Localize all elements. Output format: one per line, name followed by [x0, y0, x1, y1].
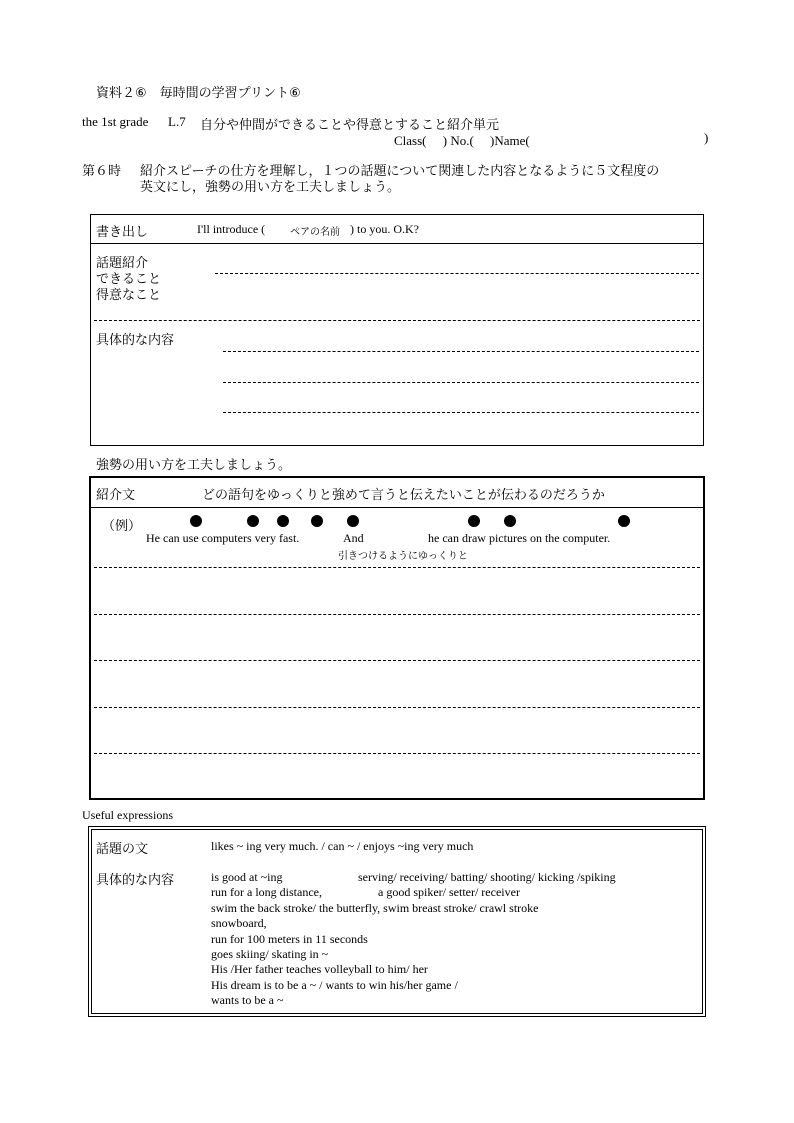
stress-dot — [277, 515, 289, 527]
speech-write-line-4[interactable] — [94, 707, 700, 708]
intro-speech-box — [89, 476, 705, 800]
speech-write-line-1[interactable] — [94, 567, 700, 568]
expression-line: swim the back stroke/ the butterfly, swim breast stroke/ crawl stroke — [211, 901, 539, 915]
stress-dot — [311, 515, 323, 527]
example-and: And — [343, 531, 364, 545]
unit-title: 自分や仲間ができることや得意とすること紹介単元 — [200, 118, 500, 133]
box1-divider-2 — [94, 320, 700, 321]
stress-dot — [504, 515, 516, 527]
expression-line: goes skiing/ skating in ~ — [211, 947, 329, 961]
topic-sentence-text: likes ~ ing very much. / can ~ / enjoys ~ing very much — [211, 839, 474, 853]
expression-line: wants to be a ~ — [211, 993, 284, 1007]
expression-line-extra: serving/ receiving/ batting/ shooting/ kicking /spiking — [358, 870, 616, 884]
topic-label-2: できること — [96, 272, 162, 287]
name-close-paren: ) — [704, 130, 709, 145]
lesson-goal-line-1: 紹介スピーチの仕方を理解し，１つの話題について関連した内容となるように５文程度の — [140, 164, 660, 179]
topic-label-3: 得意なこと — [96, 288, 162, 303]
stress-question: どの語句をゆっくりと強めて言うと伝えたいことが伝わるのだろうか — [202, 488, 605, 503]
topic-label-1: 話題紹介 — [96, 256, 149, 271]
intro-text-label: 紹介文 — [96, 488, 136, 503]
example-note: 引きつけるようにゆっくりと — [338, 551, 468, 562]
expression-line: is good at ~ing — [211, 870, 283, 884]
stress-dot — [468, 515, 480, 527]
stress-dot — [347, 515, 359, 527]
useful-heading: Useful expressions — [82, 808, 173, 822]
example-sentence-1: He can use computers very fast. — [146, 531, 300, 545]
expression-line: run for 100 meters in 11 seconds — [211, 932, 368, 946]
stress-dot — [247, 515, 259, 527]
topic-sentence-label: 話題の文 — [96, 842, 149, 857]
example-sentence-2: he can draw pictures on the computer. — [428, 531, 611, 545]
stress-heading: 強勢の用い方を工夫しましょう。 — [96, 458, 292, 473]
class-number-name-line: Class( ) No.( )Name( — [394, 133, 530, 148]
pair-name-hint: ペアの名前 — [290, 227, 340, 238]
box2-header-divider — [91, 507, 703, 508]
expression-line: snowboard, — [211, 916, 267, 930]
lesson-label: 第６時 — [82, 164, 122, 179]
stress-dot — [190, 515, 202, 527]
document-title: 資料２⑥ 毎時間の学習プリント⑥ — [96, 86, 301, 101]
box1-divider-1 — [90, 243, 704, 244]
lesson-goal-line-2: 英文にし，強勢の用い方を工夫しましょう。 — [140, 180, 401, 195]
stress-dot — [618, 515, 630, 527]
detail-label: 具体的な内容 — [96, 333, 175, 348]
detail-write-line-2[interactable] — [223, 382, 699, 383]
expression-line: run for a long distance, — [211, 885, 322, 899]
opening-text-start: I'll introduce ( — [197, 222, 266, 236]
opening-text-end: ) to you. O.K? — [350, 222, 419, 236]
topic-write-line[interactable] — [215, 273, 699, 274]
unit-grade: the 1st grade — [82, 114, 149, 129]
unit-lesson: L.7 — [168, 114, 186, 129]
expression-line: His dream is to be a ~ / wants to win his/her game / — [211, 978, 458, 992]
speech-write-line-5[interactable] — [94, 753, 700, 754]
speech-write-line-3[interactable] — [94, 660, 700, 661]
expression-line-extra: a good spiker/ setter/ receiver — [378, 885, 520, 899]
example-label: （例） — [102, 519, 142, 534]
opening-label: 書き出し — [96, 225, 149, 240]
detail-expressions-label: 具体的な内容 — [96, 873, 175, 888]
expression-line: His /Her father teaches volleyball to him/ her — [211, 962, 428, 976]
detail-write-line-1[interactable] — [223, 351, 699, 352]
detail-write-line-3[interactable] — [223, 412, 699, 413]
speech-write-line-2[interactable] — [94, 614, 700, 615]
